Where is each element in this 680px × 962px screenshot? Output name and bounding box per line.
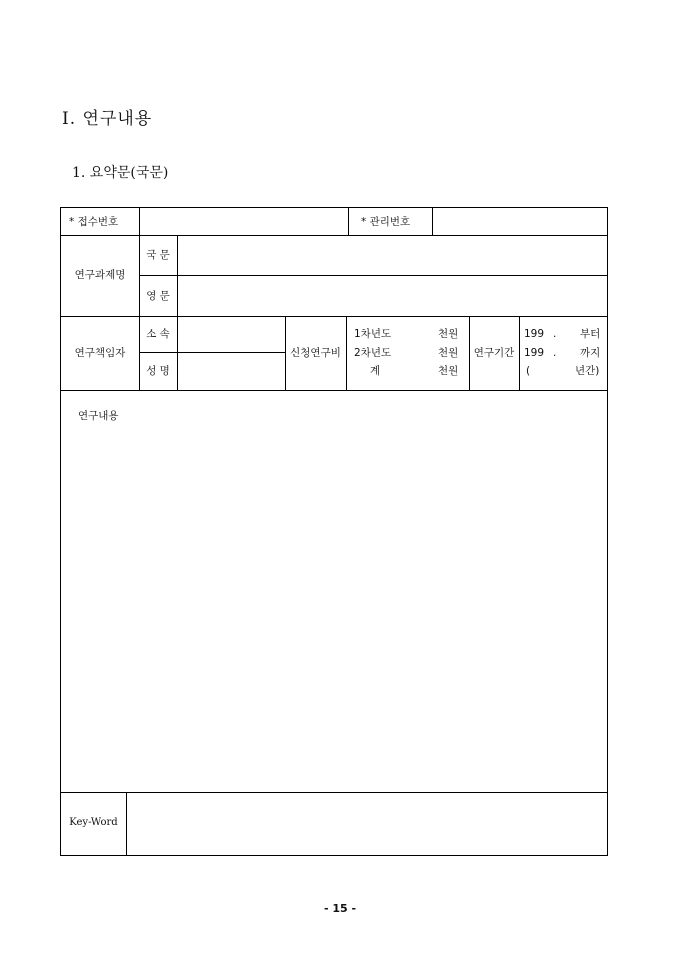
period-years-label: 년간) <box>575 365 600 377</box>
period-until-label: 까지 <box>580 347 601 359</box>
english-title-field[interactable] <box>179 277 605 315</box>
affiliation-label: 소 속 <box>146 328 170 340</box>
principal-investigator-label: 연구책임자 <box>74 347 126 359</box>
management-number-field[interactable] <box>434 210 605 233</box>
period-open-paren: ( <box>526 365 531 377</box>
english-title-label: 영 문 <box>146 290 170 302</box>
section-subheading: 1. 요약문(국문) <box>72 165 169 181</box>
korean-title-label: 국 문 <box>146 249 170 261</box>
period-end-year: 199 <box>524 347 545 359</box>
summary-form-table <box>60 207 608 856</box>
receipt-number-label: * 접수번호 <box>69 216 119 228</box>
affiliation-field[interactable] <box>179 318 284 351</box>
receipt-number-field[interactable] <box>141 210 346 233</box>
period-end-separator: . <box>553 347 557 359</box>
page-number: - 15 - <box>323 902 357 915</box>
budget-year1-unit: 천원 <box>438 328 459 340</box>
period-start-separator: . <box>553 328 557 340</box>
name-field[interactable] <box>179 354 284 389</box>
keyword-label: Key-Word <box>69 817 118 828</box>
budget-year1-label: 1차년도 <box>354 328 392 340</box>
korean-title-field[interactable] <box>179 237 605 274</box>
budget-total-unit: 천원 <box>438 365 459 377</box>
research-content-label: 연구내용 <box>78 410 119 422</box>
budget-year2-label: 2차년도 <box>354 347 392 359</box>
section-heading: Ⅰ. 연구내용 <box>62 109 153 129</box>
research-content-field[interactable] <box>63 428 605 788</box>
requested-budget-label: 신청연구비 <box>290 347 341 359</box>
keyword-field[interactable] <box>128 794 605 853</box>
budget-total-label: 계 <box>370 365 381 377</box>
budget-year2-unit: 천원 <box>438 347 459 359</box>
research-period-label: 연구기간 <box>473 347 515 359</box>
project-title-label: 연구과제명 <box>74 269 126 281</box>
period-from-label: 부터 <box>580 328 601 340</box>
period-start-year: 199 <box>524 328 545 340</box>
management-number-label: * 관리번호 <box>361 216 411 228</box>
name-label: 성 명 <box>146 365 170 377</box>
